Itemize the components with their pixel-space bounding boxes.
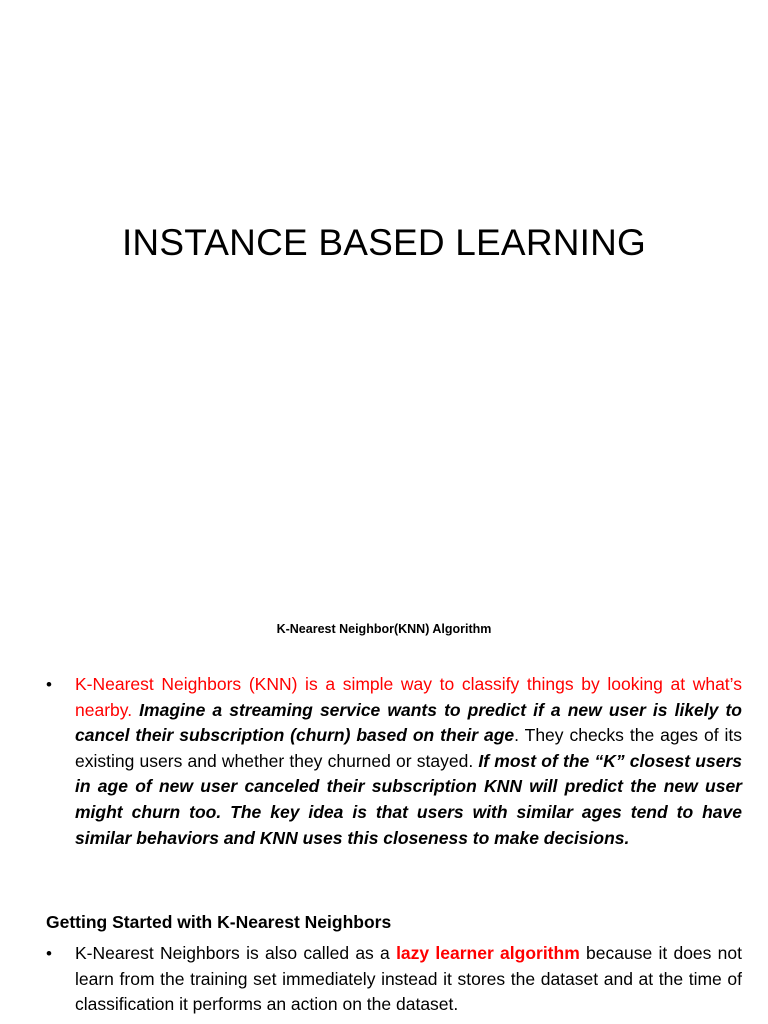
bullet-plain-text: . They checks the ages of its existing users and whether they churned or stayed.: [75, 725, 742, 771]
bullet-knn-intro: [46, 672, 742, 851]
bullet-text: [75, 672, 742, 851]
bullet-icon: •: [46, 675, 52, 694]
bullet-row: [46, 941, 742, 1018]
bullet-plain-text-2: because it does not learn from the training set immediately instead it stores the dataset and at the time of classification it performs an action on the dataset.: [75, 943, 742, 1015]
lazy-learner-highlight: lazy learner algorithm: [396, 943, 580, 963]
bullet-intro-red-text: K-Nearest Neighbors (KNN) is a simple way to classify things by looking at what’s nearby.: [75, 674, 742, 720]
bullet-text: [75, 941, 742, 1018]
bullet-plain-text: K-Nearest Neighbors is also called as a: [75, 943, 397, 963]
bullet-emphasis-text-2: If most of the “K” closest users in age of new user canceled their subscription KNN will predict the new user might churn too. The key idea is that users with similar ages tend to have similar behaviors and KNN uses this closeness to make decisions.: [75, 750, 742, 848]
slide-title: INSTANCE BASED LEARNING: [121, 222, 647, 263]
section-heading: Getting Started with K-Nearest Neighbors: [46, 912, 392, 932]
bullet-emphasis-text: Imagine a streaming service wants to predict if a new user is likely to cancel their subscription (churn) based on their age: [75, 699, 742, 746]
section-subtitle: K-Nearest Neighbor(KNN) Algorithm: [276, 622, 492, 636]
bullet-lazy-learner: [46, 941, 742, 1018]
bullet-row: [46, 672, 742, 851]
bullet-icon: •: [46, 944, 52, 963]
